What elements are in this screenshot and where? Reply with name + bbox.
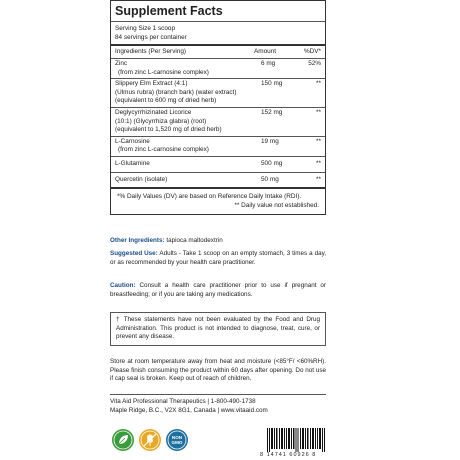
table-header: [111, 46, 325, 58]
ingredient-dv: **: [316, 80, 321, 88]
caution-text: Consult a health care practitioner prior to use if pregnant or breastfeeding; or if you are taking any medications.: [110, 282, 326, 298]
ingredient-amount: 19 mg: [261, 137, 279, 145]
ingredient-dv: **: [316, 175, 321, 183]
ingredient-source: (from zinc L-carnosine complex): [118, 68, 209, 76]
table-row: [111, 157, 325, 172]
suggested-use: [110, 250, 326, 267]
ingredient-source: (from zinc L-carnosine complex): [118, 146, 209, 154]
vegan-leaf-icon: [112, 429, 134, 451]
non-gmo-top: NON: [171, 435, 183, 440]
table-row: [111, 137, 325, 156]
other-ingredients-text: tapioca maltodextrin: [164, 237, 223, 244]
ingredient-equivalent: (equivalent to 600 mg of dried herb): [115, 97, 217, 105]
panel-title: Supplement Facts: [115, 4, 223, 18]
ingredient-equivalent: (equivalent to 1,520 mg of dried herb): [115, 126, 222, 134]
ingredient-dv: 52%: [308, 60, 321, 67]
caution-label: Caution:: [110, 282, 136, 289]
table-row: [111, 59, 325, 78]
divider: [110, 394, 326, 395]
ingredient-amount: 500 mg: [261, 159, 283, 167]
ingredient-amount: 152 mg: [261, 108, 283, 116]
wheat-icon: [139, 429, 161, 451]
ingredient-name: Deglycyrrhizinated Licorice: [115, 108, 192, 116]
ingredient-name: Quercetin (isolate): [115, 175, 168, 183]
fda-disclaimer: † These statements have not been evaluated by the Food and Drug Administration. This product is not intended to diagnose, treat, cure, or prevent any disease.: [110, 312, 326, 346]
table-row: [111, 108, 325, 136]
ingredient-name: Zinc: [115, 60, 128, 67]
other-ingredients-label: Other Ingredients:: [110, 237, 165, 244]
ingredient-source: (Ulmus rubra) (branch bark) (water extract): [115, 88, 237, 96]
barcode-digits: 8 14741 60926 8: [260, 452, 317, 458]
footnote-not-established: ** Daily value not established.: [234, 202, 319, 210]
non-gmo-icon: [166, 429, 188, 451]
ingredient-amount: 50 mg: [261, 175, 279, 183]
ingredient-dv: **: [316, 108, 321, 116]
table-row: [111, 79, 325, 107]
ingredient-dv: **: [316, 137, 321, 145]
suggested-use-text: Adults - Take 1 scoop on an empty stomach, 3 times a day, or as recommended by your health care practitioner.: [110, 250, 327, 266]
header-dv: %DV*: [303, 48, 321, 55]
company-line-1: Vita Aid Professional Therapeutics | 1-800-490-1738: [110, 398, 256, 405]
ingredient-amount: 6 mg: [261, 60, 276, 67]
header-ingredients: Ingredients (Per Serving): [115, 48, 187, 55]
ingredient-source: (10:1) (Glycyrrhiza glabra) (root): [115, 117, 207, 125]
supplement-facts-panel: [110, 0, 326, 215]
ingredient-amount: 150 mg: [261, 80, 283, 88]
panel-footnotes: [111, 189, 325, 214]
header-amount: Amount: [254, 48, 277, 55]
caution: [110, 282, 326, 299]
servings-per-container: 84 servings per container: [115, 34, 187, 41]
non-gmo-bottom: GMO: [171, 440, 183, 445]
ingredient-name: Slippery Elm Extract (4:1): [115, 80, 188, 88]
company-line-2: Maple Ridge, B.C., V2X 8G1, Canada | www.vitaaid.com: [110, 407, 268, 414]
suggested-use-label: Suggested Use:: [110, 250, 158, 257]
storage-instructions: Store at room temperature away from heat and moisture (<85°F/ <60%RH). Please finish consuming the product within 60 days after opening. Do not use if cap seal is broken. Keep out of reach of children.: [110, 358, 326, 383]
ingredient-dv: **: [316, 159, 321, 167]
footnote-dv: *% Daily Values (DV) are based on Reference Daily Intake (RDI).: [117, 193, 302, 201]
ingredient-name: L-Glutamine: [115, 159, 150, 167]
supplement-label: [110, 0, 326, 460]
barcode: [267, 428, 326, 452]
ingredient-name: L-Carnosine: [115, 137, 150, 145]
other-ingredients: [110, 237, 326, 246]
table-row: [111, 173, 325, 188]
serving-size: Serving Size 1 scoop: [115, 25, 176, 32]
